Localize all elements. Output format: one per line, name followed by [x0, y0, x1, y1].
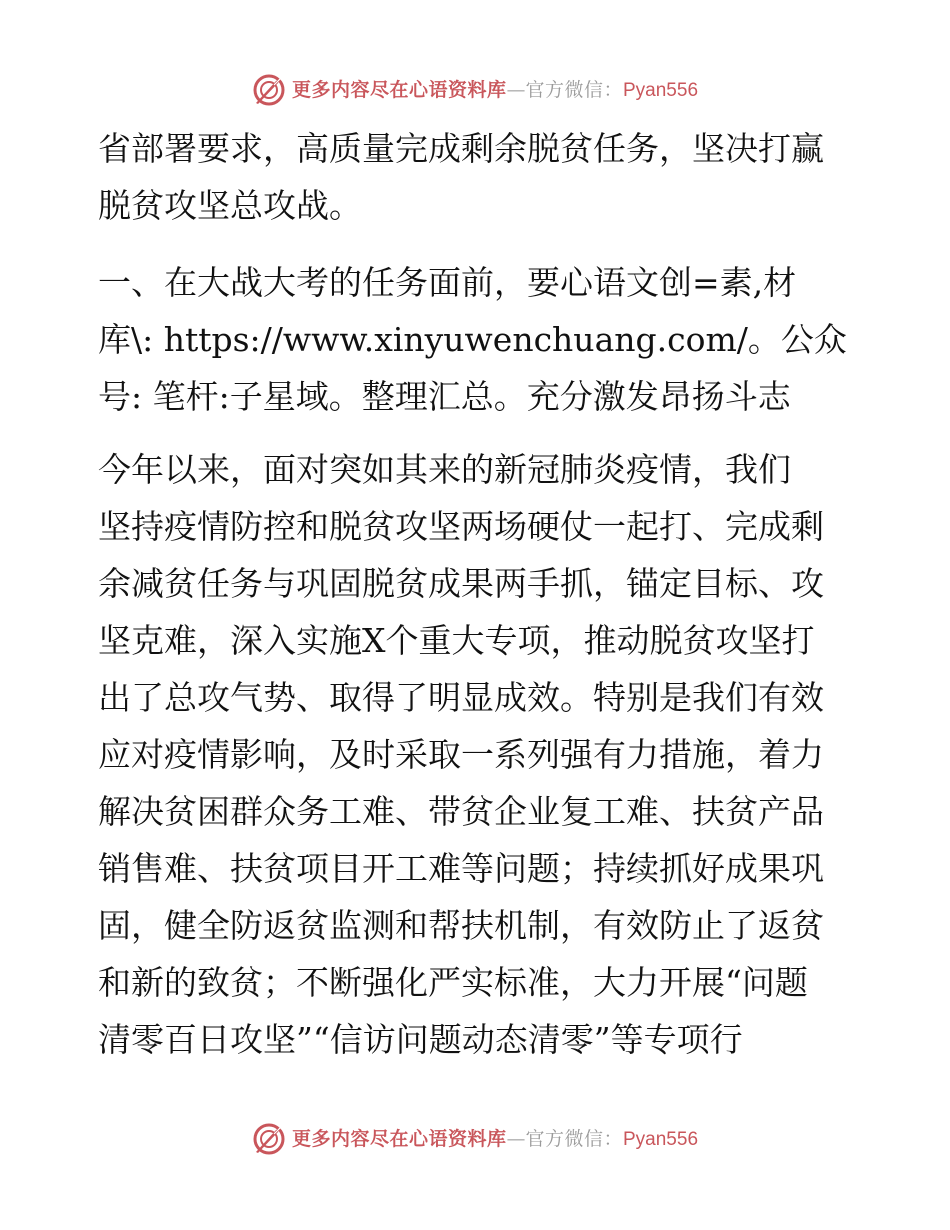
text-line: 号: 笔杆:子星域。整理汇总。充分激发昂扬斗志: [98, 377, 791, 416]
text-line: 固，健全防返贫监测和帮扶机制，有效防止了返贫: [98, 906, 824, 945]
text-line: 出了总攻气势、取得了明显成效。特别是我们有效: [98, 678, 824, 717]
text-line: 解决贫困群众务工难、带贫企业复工难、扶贫产品: [98, 792, 824, 831]
watermark-official-label: 官方微信：: [525, 78, 623, 101]
text-line: 销售难、扶贫项目开工难等问题；持续抓好成果巩: [98, 849, 824, 888]
watermark-separator: —: [506, 78, 526, 101]
text-line: 省部署要求，高质量完成剩余脱贫任务，坚决打赢: [98, 129, 824, 168]
header-watermark: [0, 70, 950, 110]
document-body: [98, 120, 858, 1068]
paragraph-1: [98, 120, 858, 234]
paragraph-2: [98, 254, 858, 425]
paragraph-3: [98, 441, 858, 1068]
text-line: 清零百日攻坚”“信访问题动态清零”等专项行: [98, 1020, 743, 1059]
text-line: 和新的致贫；不断强化严实标准，大力开展“问题: [98, 963, 808, 1002]
quill-logo-icon: [252, 73, 286, 107]
text-line: 应对疫情影响，及时采取一系列强有力措施，着力: [98, 735, 824, 774]
text-line: 今年以来，面对突如其来的新冠肺炎疫情，我们: [98, 450, 791, 489]
quill-logo-icon: [252, 1122, 286, 1156]
watermark-separator: —: [506, 1127, 526, 1150]
text-line: 脱贫攻坚总攻战。: [98, 186, 362, 225]
text-line: 库\: https://www.xinyuwenchuang.com/。公众: [98, 320, 847, 359]
text-line: 坚持疫情防控和脱贫攻坚两场硬仗一起打、完成剩: [98, 507, 824, 546]
watermark-official-label: 官方微信：: [525, 1127, 623, 1150]
watermark-main-text: 更多内容尽在心语资料库: [291, 78, 507, 101]
watermark-id: Pyan556: [623, 1128, 699, 1150]
text-line: 余减贫任务与巩固脱贫成果两手抓，锚定目标、攻: [98, 564, 824, 603]
watermark-main-text: 更多内容尽在心语资料库: [291, 1127, 507, 1150]
footer-watermark: [0, 1119, 950, 1159]
text-line: 坚克难，深入实施X个重大专项，推动脱贫攻坚打: [98, 621, 815, 660]
watermark-id: Pyan556: [623, 79, 699, 101]
section-heading-line: 一、在大战大考的任务面前，要心语文创=素,材: [98, 263, 797, 302]
